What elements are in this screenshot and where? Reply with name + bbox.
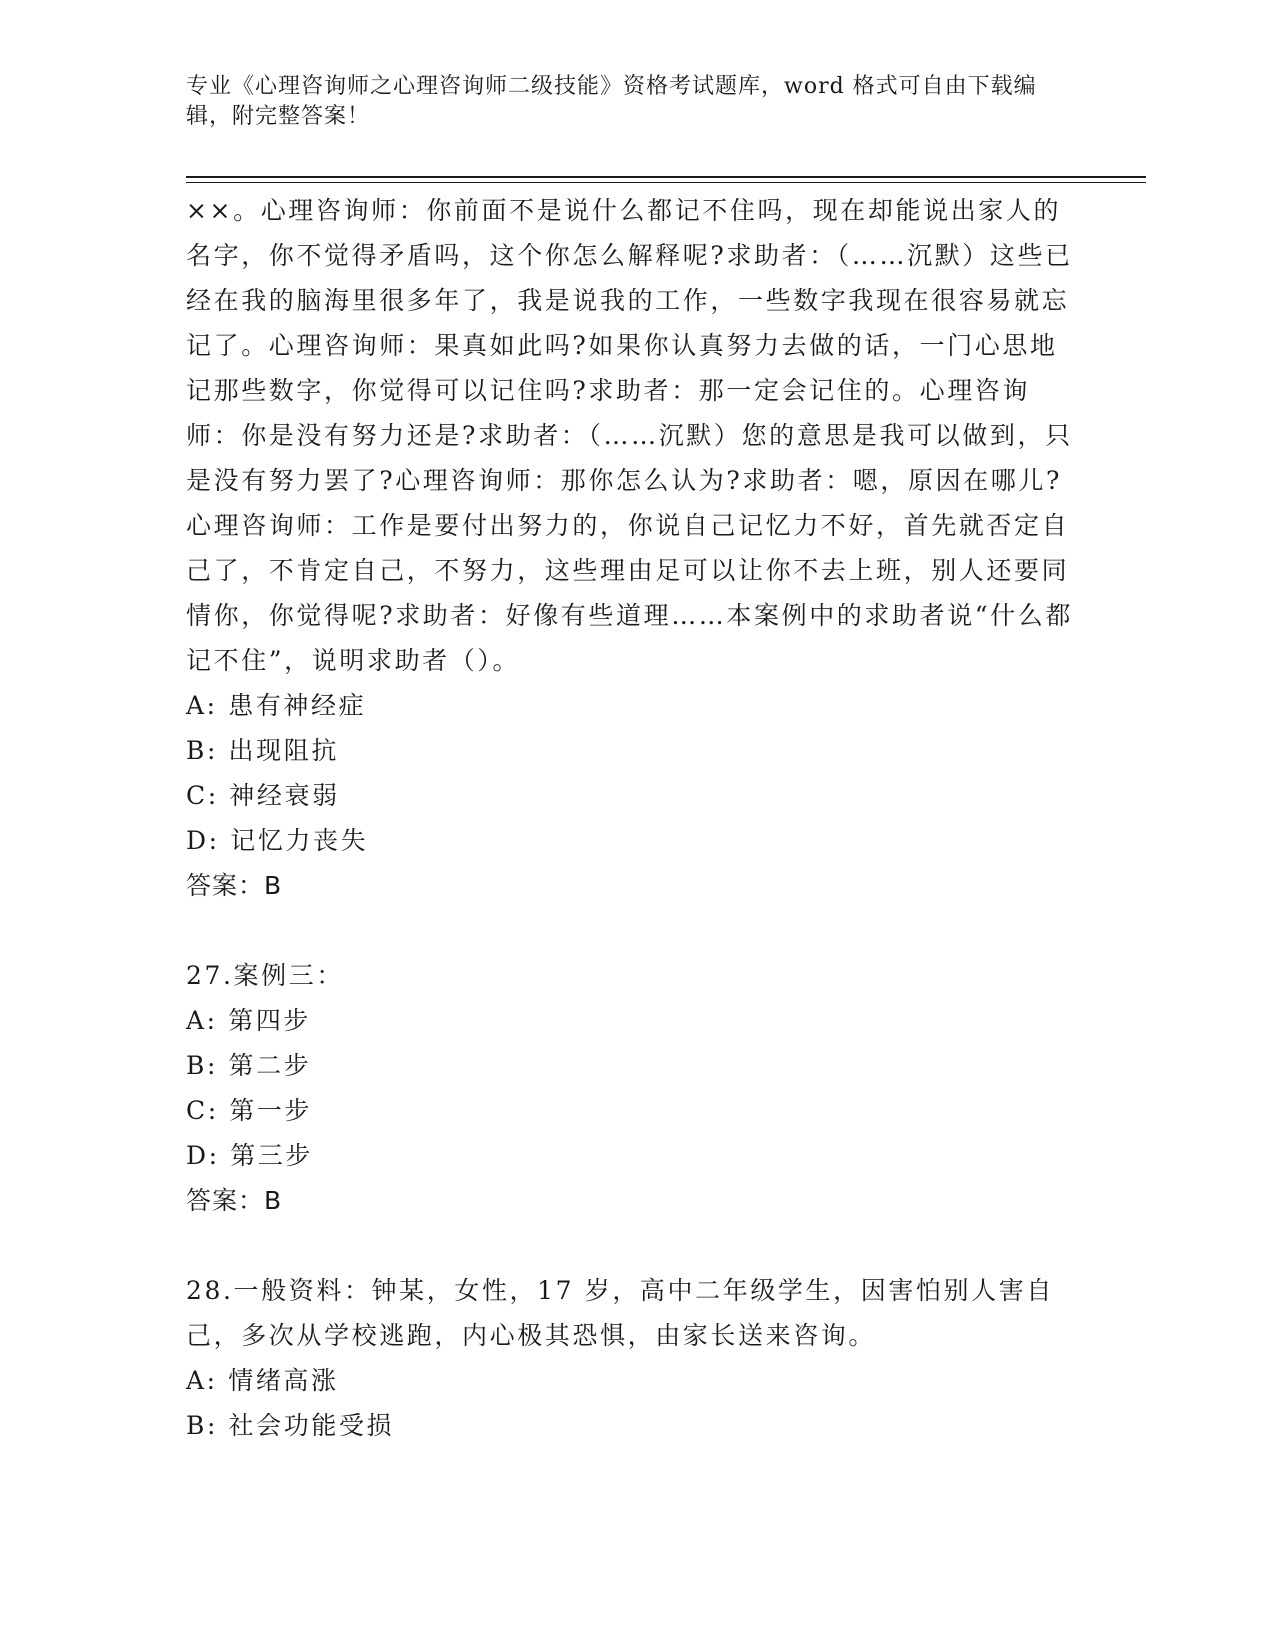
option-a: A: 患有神经症	[186, 691, 367, 720]
option-c: C: 神经衰弱	[186, 781, 340, 810]
option-d: D: 记忆力丧失	[186, 826, 369, 855]
option-b: B: 第二步	[186, 1051, 312, 1080]
header-rule-thin	[186, 182, 1146, 183]
question-block	[186, 1268, 1076, 1448]
option-a: A: 情绪高涨	[186, 1366, 339, 1395]
option-c: C: 第一步	[186, 1096, 313, 1125]
page-header: 专业《心理咨询师之心理咨询师二级技能》资格考试题库，word 格式可自由下载编辑，附完整答案！	[186, 74, 1037, 129]
option-a: A: 第四步	[186, 1006, 312, 1035]
question-stem: ××。心理咨询师：你前面不是说什么都记不住吗，现在却能说出家人的名字，你不觉得矛盾吗，这个你怎么解释呢?求助者：（……沉默）这些已经在我的脑海里很多年了，我是说我的工作，一些数字我现在很容易就忘记了。心理咨询师：果真如此吗?如果你认真努力去做的话，一门心思地记那些数字，你觉得可以记住吗?求助者：那一定会记住的。心理咨询师：你是没有努力还是?求助者：（……沉默）您的意思是我可以做到，只是没有努力罢了?心理咨询师：那你怎么认为?求助者：嗯，原因在哪儿?心理咨询师：工作是要付出努力的，你说自己记忆力不好，首先就否定自己了，不肯定自己，不努力，这些理由足可以让你不去上班，别人还要同情你，你觉得呢?求助者：好像有些道理……本案例中的求助者说“什么都记不住”，说明求助者（）。	[186, 196, 1073, 675]
question-block	[186, 953, 1076, 1223]
question-stem: 28.一般资料：钟某，女性，17 岁，高中二年级学生，因害怕别人害自己，多次从学校逃跑，内心极其恐惧，由家长送来咨询。	[186, 1276, 1054, 1350]
question-block	[186, 188, 1076, 908]
answer-line: 答案：B	[186, 1186, 283, 1215]
document-body	[186, 188, 1076, 1448]
answer-line: 答案：B	[186, 871, 283, 900]
option-d: D: 第三步	[186, 1141, 314, 1170]
option-b: B: 出现阻抗	[186, 736, 339, 765]
header-rule-thick	[186, 176, 1146, 178]
option-b: B: 社会功能受损	[186, 1411, 395, 1440]
question-stem: 27.案例三：	[186, 961, 344, 990]
